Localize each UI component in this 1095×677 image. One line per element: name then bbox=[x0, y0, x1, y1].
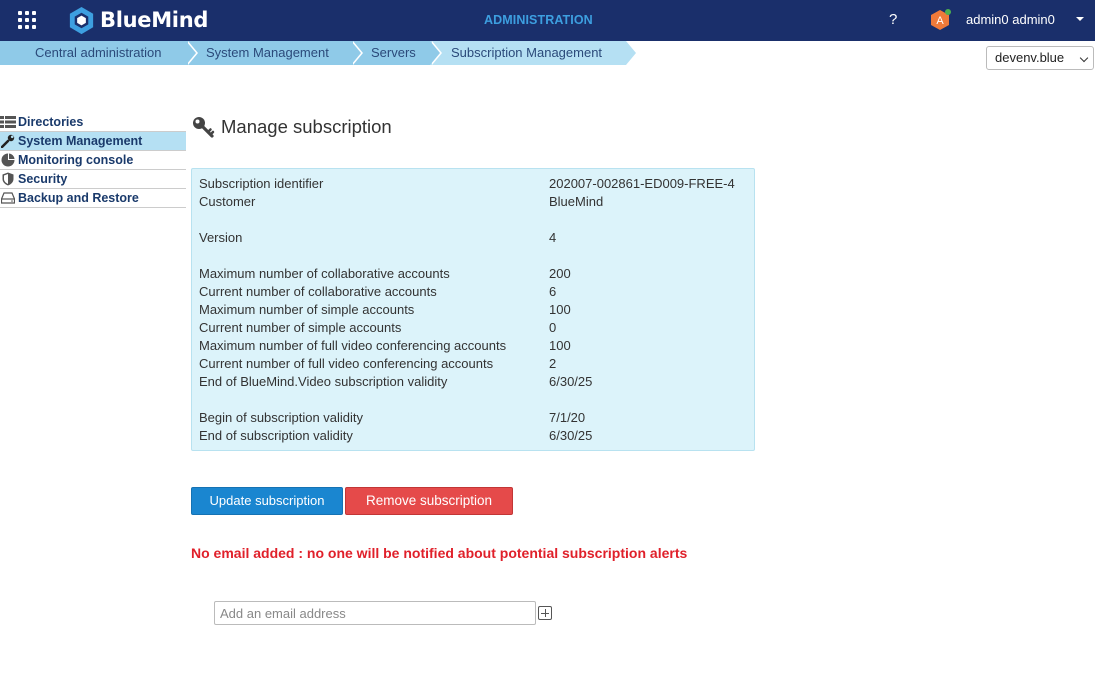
pie-chart-icon bbox=[0, 153, 16, 167]
info-row-customer bbox=[192, 193, 754, 211]
chevron-down-icon[interactable] bbox=[1076, 17, 1084, 21]
info-row-end bbox=[192, 427, 754, 445]
info-label: Maximum number of simple accounts bbox=[199, 302, 415, 317]
avatar-letter: A bbox=[936, 15, 944, 27]
section-title: ADMINISTRATION bbox=[484, 13, 593, 27]
info-value: 6/30/25 bbox=[549, 374, 593, 389]
info-label: Current number of simple accounts bbox=[199, 320, 402, 335]
info-value: 6/30/25 bbox=[549, 428, 593, 443]
info-label: Maximum number of full video conferencing accounts bbox=[199, 338, 507, 353]
sidebar bbox=[0, 113, 186, 208]
online-status-dot bbox=[945, 9, 951, 15]
breadcrumb-item-system-management[interactable]: System Management bbox=[186, 41, 351, 65]
info-row-max-simple bbox=[192, 301, 754, 319]
info-row-identifier bbox=[192, 175, 754, 193]
breadcrumb-item-servers[interactable]: Servers bbox=[351, 41, 430, 65]
info-value: BlueMind bbox=[549, 194, 604, 209]
chevron-down-icon bbox=[1080, 54, 1088, 62]
domain-select[interactable] bbox=[986, 46, 1094, 70]
logo[interactable] bbox=[66, 4, 208, 36]
info-value: 202007-002861-ED009-FREE-4 bbox=[549, 176, 735, 191]
info-row-max-collab bbox=[192, 265, 754, 283]
shield-icon bbox=[0, 172, 16, 186]
sidebar-item-directories[interactable] bbox=[0, 113, 186, 132]
sidebar-item-label: Backup and Restore bbox=[18, 191, 139, 205]
info-row-max-video bbox=[192, 337, 754, 355]
info-row-begin bbox=[192, 409, 754, 427]
sidebar-item-label: Security bbox=[18, 172, 68, 186]
domain-select-value: devenv.blue bbox=[995, 50, 1065, 65]
info-label: End of subscription validity bbox=[199, 428, 353, 443]
info-label: Customer bbox=[199, 194, 256, 209]
sidebar-item-label: Monitoring console bbox=[18, 153, 134, 167]
key-icon bbox=[191, 115, 215, 139]
sidebar-item-system-management[interactable] bbox=[0, 132, 186, 151]
sidebar-item-security[interactable] bbox=[0, 170, 186, 189]
page-title-text: Manage subscription bbox=[221, 116, 392, 137]
info-label: Begin of subscription validity bbox=[199, 410, 364, 425]
info-value: 6 bbox=[549, 284, 557, 299]
info-label: End of BlueMind.Video subscription validity bbox=[199, 374, 448, 389]
info-value: 100 bbox=[549, 338, 571, 353]
sidebar-item-monitoring-console[interactable] bbox=[0, 151, 186, 170]
info-label: Subscription identifier bbox=[199, 176, 324, 191]
info-row-cur-collab bbox=[192, 283, 754, 301]
sidebar-item-backup-restore[interactable] bbox=[0, 189, 186, 208]
info-label: Current number of collaborative accounts bbox=[199, 284, 437, 299]
breadcrumb bbox=[0, 41, 626, 65]
info-row-version bbox=[192, 229, 754, 247]
sidebar-item-label: System Management bbox=[18, 134, 143, 148]
help-icon[interactable]: ? bbox=[889, 11, 898, 28]
info-value: 4 bbox=[549, 230, 557, 245]
remove-subscription-button[interactable]: Remove subscription bbox=[345, 487, 513, 515]
info-label: Current number of full video conferencing accounts bbox=[199, 356, 494, 371]
info-value: 200 bbox=[549, 266, 571, 281]
top-bar bbox=[0, 0, 1095, 41]
info-row-video-end bbox=[192, 373, 754, 391]
sidebar-item-label: Directories bbox=[18, 115, 84, 129]
info-row-cur-simple bbox=[192, 319, 754, 337]
page-title bbox=[191, 115, 392, 139]
breadcrumb-item-subscription-management[interactable]: Subscription Management bbox=[430, 41, 626, 65]
info-label: Maximum number of collaborative accounts bbox=[199, 266, 450, 281]
list-icon bbox=[0, 115, 16, 129]
apps-grid-icon[interactable] bbox=[18, 11, 36, 29]
email-input[interactable] bbox=[214, 601, 536, 625]
add-email-icon[interactable] bbox=[538, 606, 552, 620]
info-value: 100 bbox=[549, 302, 571, 317]
info-value: 2 bbox=[549, 356, 557, 371]
wrench-icon bbox=[0, 134, 16, 148]
logo-text: BlueMind bbox=[100, 8, 209, 32]
bluemind-logo-icon bbox=[66, 5, 97, 36]
info-value: 7/1/20 bbox=[549, 410, 586, 425]
email-alert-message: No email added : no one will be notified about potential subscription alerts bbox=[191, 545, 688, 561]
breadcrumb-item-central-administration[interactable]: Central administration bbox=[0, 41, 186, 65]
subscription-info-panel bbox=[191, 168, 755, 451]
user-name[interactable]: admin0 admin0 bbox=[966, 12, 1055, 27]
hard-drive-icon bbox=[0, 191, 16, 205]
info-label: Version bbox=[199, 230, 243, 245]
info-row-cur-video bbox=[192, 355, 754, 373]
update-subscription-button[interactable]: Update subscription bbox=[191, 487, 343, 515]
info-value: 0 bbox=[549, 320, 557, 335]
